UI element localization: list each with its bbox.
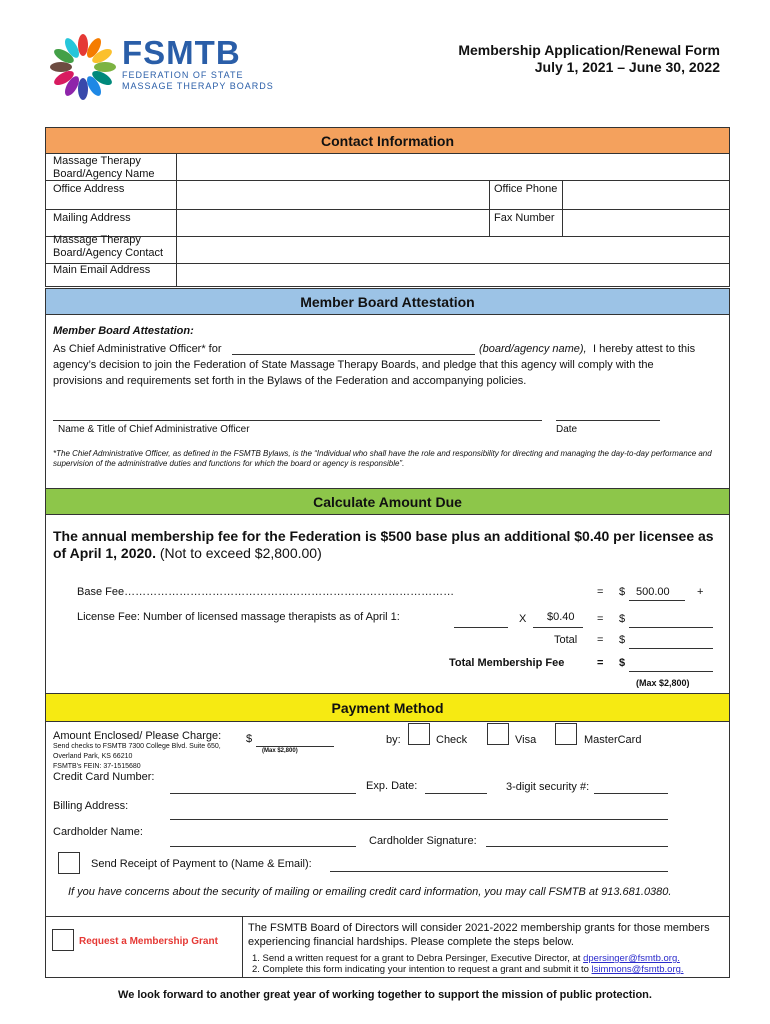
- date-line[interactable]: [556, 420, 660, 421]
- fee-intro-bold: The annual membership fee for the Federation is $500 base plus an additional $0.40 per licensee as of April 1, 2020.: [53, 528, 714, 561]
- agency-contact-input[interactable]: [177, 237, 730, 264]
- request-grant-label: Request a Membership Grant: [79, 936, 218, 947]
- total-equals: =: [597, 634, 604, 646]
- main-email-label: Main Email Address: [53, 264, 151, 276]
- office-phone-label: Office Phone: [494, 183, 558, 195]
- grant-step-2: [252, 964, 684, 975]
- fee-intro-plain: (Not to exceed $2,800.00): [159, 545, 322, 561]
- license-fee-dollar: $: [619, 613, 626, 625]
- cardholder-signature-input[interactable]: [486, 846, 668, 847]
- license-fee-times: X: [519, 613, 527, 625]
- grant-text-line2: experiencing financial hardships. Please complete the steps below.: [248, 936, 574, 948]
- cardholder-name-input[interactable]: [170, 846, 356, 847]
- board-name-input[interactable]: [177, 153, 730, 181]
- licensee-count-input[interactable]: [454, 627, 508, 628]
- mail-line1: Send checks to FSMTB 7300 College Blvd. Suite 650,: [53, 743, 221, 750]
- send-receipt-label: Send Receipt of Payment to (Name & Email):: [91, 858, 312, 870]
- send-receipt-input[interactable]: [330, 871, 668, 872]
- exp-date-label: Exp. Date:: [366, 780, 418, 792]
- by-label: by:: [386, 734, 401, 746]
- rate-underline: [533, 627, 583, 628]
- attestation-footnote: *The Chief Administrative Officer, as defined in the FSMTB Bylaws, is the “Individual who shall have the role and responsibility for directing and managing the day-to-day performance and supervision of the administrative duties and functions for which the board or agency is responsible”.: [53, 449, 712, 468]
- mailing-address-input[interactable]: [177, 210, 489, 237]
- grant-divider: [242, 916, 243, 978]
- visa-checkbox[interactable]: [487, 723, 509, 745]
- send-receipt-checkbox[interactable]: [58, 852, 80, 874]
- form-title-line2: July 1, 2021 – June 30, 2022: [534, 59, 720, 75]
- request-grant-checkbox[interactable]: [52, 929, 74, 951]
- total-membership-fee-dollar: $: [619, 657, 626, 669]
- base-fee-label: Base Fee………………………………………………………………………………: [77, 586, 455, 598]
- office-phone-input[interactable]: [563, 181, 730, 210]
- mail-instructions: [53, 742, 221, 772]
- contact-section-header: Contact Information: [45, 127, 730, 154]
- total-membership-fee-input[interactable]: [629, 671, 713, 672]
- grant-steps: [252, 953, 684, 975]
- board-agency-name-line[interactable]: [232, 354, 475, 355]
- main-email-input[interactable]: [177, 264, 730, 287]
- logo-wordmark: FSMTB: [122, 34, 241, 71]
- total-input[interactable]: [629, 648, 713, 649]
- amount-dollar: $: [246, 733, 253, 745]
- calc-section-header: Calculate Amount Due: [45, 488, 730, 515]
- closing-statement: We look forward to another great year of working together to support the mission of public protection.: [118, 989, 652, 1001]
- mail-line2: Overland Park, KS 66210: [53, 753, 133, 760]
- logo-hands-icon: [48, 32, 118, 102]
- base-fee-underline: [629, 600, 685, 601]
- attestation-line3: provisions and requirements set forth in the Bylaws of the Federation and accompanying policies.: [53, 375, 527, 387]
- date-label: Date: [556, 424, 578, 435]
- agency-contact-label: Massage Therapy Board/Agency Contact: [53, 234, 164, 259]
- total-label: Total: [554, 634, 578, 646]
- persinger-email-link[interactable]: dpersinger@fsmtb.org.: [583, 953, 680, 964]
- office-address-label: Office Address: [53, 183, 125, 195]
- amount-enclosed-label: Amount Enclosed/ Please Charge:: [53, 730, 222, 742]
- fax-number-label: Fax Number: [494, 212, 555, 224]
- grant-step1-text: 1. Send a written request for a grant to Debra Persinger, Executive Director, at: [252, 953, 581, 964]
- total-membership-fee-equals: =: [597, 657, 604, 669]
- check-label: Check: [436, 734, 468, 746]
- mastercard-checkbox[interactable]: [555, 723, 577, 745]
- base-fee-plus: +: [697, 586, 704, 598]
- mail-line3: FSMTB's FEIN: 37-1515680: [53, 763, 141, 770]
- license-fee-input[interactable]: [629, 627, 713, 628]
- cardholder-name-label: Cardholder Name:: [53, 826, 143, 838]
- security-code-input[interactable]: [594, 793, 668, 794]
- logo-subtitle-line1: FEDERATION OF STATE: [122, 70, 244, 80]
- contact-table: [45, 153, 730, 287]
- grant-step2-text: 2. Complete this form indicating your intention to request a grant and submit it to: [252, 964, 589, 975]
- form-title-line1: Membership Application/Renewal Form: [458, 42, 720, 58]
- attestation-heading: Member Board Attestation:: [53, 325, 194, 337]
- amount-enclosed-input[interactable]: [256, 746, 334, 747]
- base-fee-value: 500.00: [636, 586, 670, 598]
- grant-step-1: [252, 953, 684, 964]
- base-fee-dollar: $: [619, 586, 626, 598]
- logo-subtitle-line2: MASSAGE THERAPY BOARDS: [122, 81, 274, 91]
- grant-text-line1: The FSMTB Board of Directors will consider 2021-2022 membership grants for those members: [248, 922, 710, 934]
- fax-number-input[interactable]: [563, 210, 730, 237]
- board-name-label: Massage Therapy Board/Agency Name: [53, 155, 155, 180]
- fee-intro: [53, 528, 725, 562]
- attestation-line1-tail: I hereby attest to this: [593, 343, 696, 355]
- mastercard-label: MasterCard: [584, 734, 642, 746]
- license-fee-rate: $0.40: [547, 611, 575, 623]
- cc-number-label: Credit Card Number:: [53, 771, 155, 783]
- payment-section-header: Payment Method: [45, 693, 730, 722]
- attestation-section-header: Member Board Attestation: [45, 288, 730, 315]
- cc-number-input[interactable]: [170, 793, 356, 794]
- total-max-note: (Max $2,800): [636, 678, 690, 688]
- security-code-label: 3-digit security #:: [506, 781, 590, 793]
- total-membership-fee-label: Total Membership Fee: [449, 657, 565, 669]
- check-checkbox[interactable]: [408, 723, 430, 745]
- attestation-line2: agency’s decision to join the Federation of State Massage Therapy Boards, and pledge that this agency will comply with the: [53, 359, 654, 371]
- phone-divider: [489, 181, 490, 237]
- form-title: [458, 42, 720, 76]
- billing-address-label: Billing Address:: [53, 800, 129, 812]
- name-title-signature-line[interactable]: [53, 420, 542, 421]
- grant-description: [248, 921, 710, 949]
- name-title-label: Name & Title of Chief Administrative Officer: [58, 424, 250, 435]
- license-fee-equals: =: [597, 613, 604, 625]
- logo-subtitle: [122, 70, 274, 92]
- attestation-line1-start: As Chief Administrative Officer* for: [53, 343, 222, 355]
- office-address-input[interactable]: [177, 181, 489, 210]
- total-dollar: $: [619, 634, 626, 646]
- billing-address-input[interactable]: [170, 819, 668, 820]
- security-concern-note: If you have concerns about the security of mailing or emailing credit card information, you may call FSMTB at 913.681.0380.: [68, 886, 672, 898]
- base-fee-equals: =: [597, 586, 604, 598]
- exp-date-input[interactable]: [425, 793, 487, 794]
- amount-max-note: (Max $2,800): [262, 748, 298, 754]
- attestation-line1-end: (board/agency name),: [479, 343, 587, 355]
- mailing-address-label: Mailing Address: [53, 212, 131, 224]
- cardholder-signature-label: Cardholder Signature:: [369, 835, 477, 847]
- visa-label: Visa: [515, 734, 537, 746]
- license-fee-label: License Fee: Number of licensed massage therapists as of April 1:: [77, 611, 400, 623]
- simmons-email-link[interactable]: lsimmons@fsmtb.org.: [591, 964, 684, 975]
